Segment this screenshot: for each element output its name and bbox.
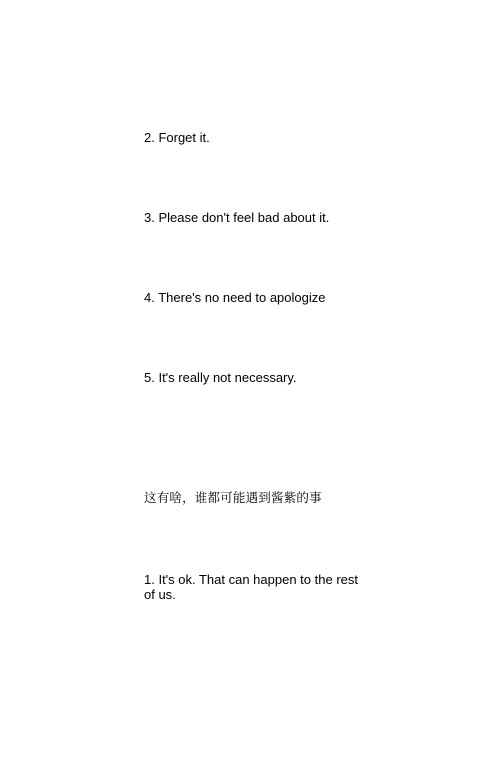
list-item-not-necessary: 5. It's really not necessary. [144,370,297,385]
section-heading-chinese: 这有啥，谁都可能遇到酱紫的事 [144,490,322,505]
list-item-dont-feel-bad: 3. Please don't feel bad about it. [144,210,330,225]
list-item-forget-it: 2. Forget it. [144,130,210,145]
list-item-its-ok: 1. It's ok. That can happen to the rest of us. [144,572,358,602]
list-item-no-need-to-apologize: 4. There's no need to apologize [144,290,326,305]
